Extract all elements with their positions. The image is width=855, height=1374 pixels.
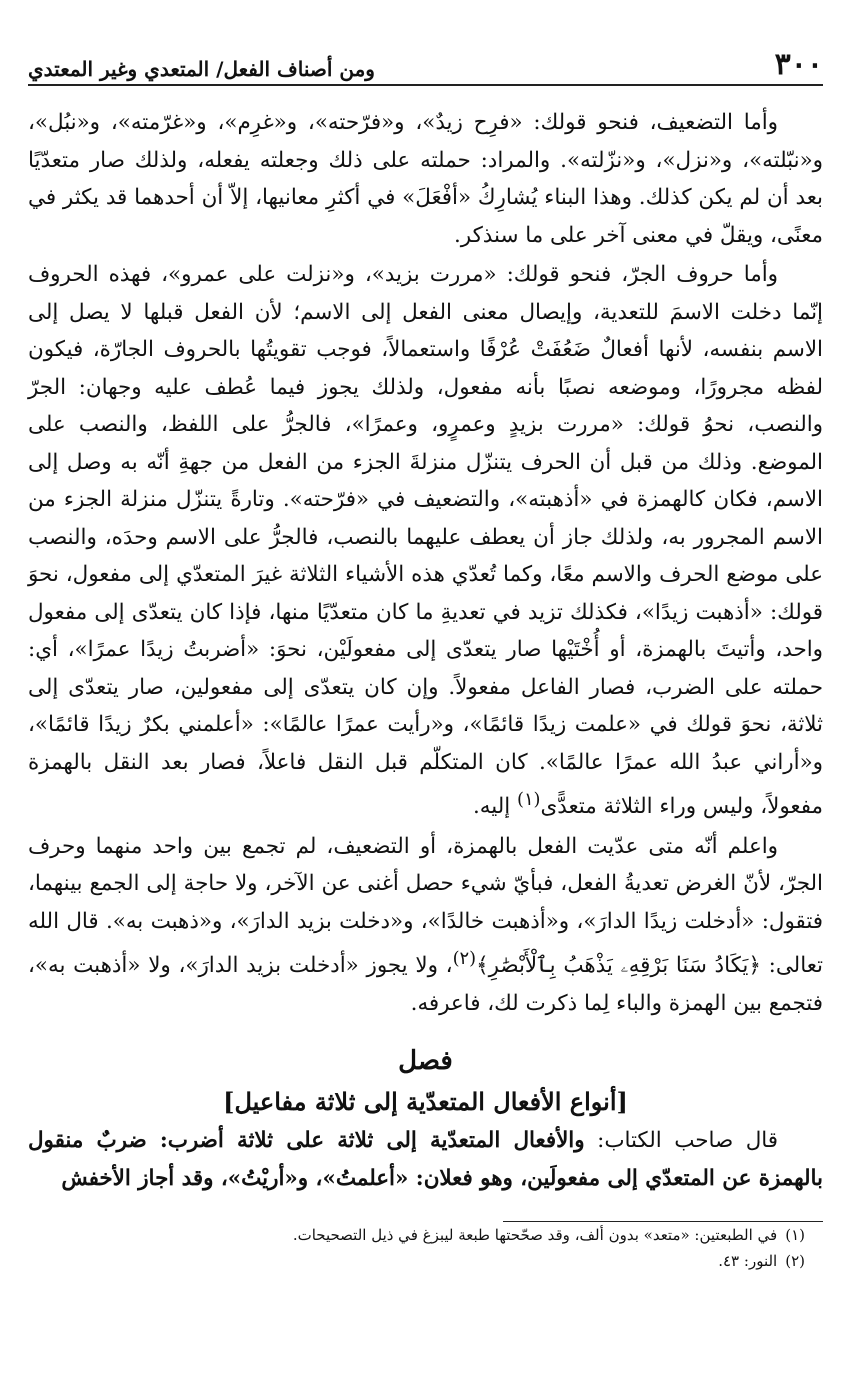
paragraph-jam-text-b: ، ولا يجوز «أدخلت بزيد الدارَ»، ولا «أذهبت به»، فتجمع بين الهمزة والباء لِما ذكرت لك، فاعرفه.: [28, 953, 823, 1016]
matn-intro: قال صاحب الكتاب:: [584, 1128, 779, 1154]
footnote-1-number: (١): [785, 1226, 805, 1245]
page-header: [28, 48, 823, 86]
paragraph-tadif-text: وأما التضعيف، فنحو قولك: «فرِح زيدٌ»، و«فرّحته»، و«غرِم»، و«غرّمته»، و«نبُل»، و«نبّلته»، و«نزل»، و«نزّلته». والمراد: حملته على ذلك وجعلته يفعله، ولذلك صار متعدّيًا بعد أن لم يكن كذلك. وهذا البناء يُشارِكُ «أفْعَلَ» في أكثرِ معانيها، إلاّ أن أحدهما قد يكثر في معنًى، ويقلّ في معنى آخر على ما سنذكر.: [28, 110, 823, 248]
page: [28, 48, 823, 1274]
footnote-2-text: النور: ٤٣.: [718, 1252, 778, 1271]
paragraph-jam: [28, 828, 823, 1023]
paragraph-jam-text-a: واعلم أنّه متى عدّيت الفعل بالهمزة، أو التضعيف، لم تجمع بين واحد منهما وحرف الجرّ، لأنّ الغرض تعديةُ الفعل، فبأيّ شيء حصل أغنى عن الآخر، ولا حاجة إلى الجمع بينهما، فتقول: «أدخلت زيدًا الدارَ»، و«أذهبت خالدًا»، و«دخلت بزيد الدارَ»، و«ذهبت به». قال الله تعالى:: [28, 833, 823, 979]
paragraph-huruf-jarr-end: إليه.: [473, 794, 517, 820]
main-text: [28, 104, 823, 1274]
footnote-1: [28, 1222, 823, 1248]
quran-verse: ﴿يَكَادُ سَنَا بَرْقِهِۦ يَذْهَبُ بِٱلْأَبْصَٰرِ﴾: [476, 953, 761, 979]
paragraph-huruf-jarr-text: وأما حروف الجرّ، فنحو قولك: «مررت بزيد»، و«نزلت على عمرو»، فهذه الحروف إنّما دخلت الاسمَ للتعدية، وإيصال معنى الفعل إلى الاسم؛ لأن الفعل قبلها لا يصل إلى الاسم بنفسه، لأنها أفعالٌ ضَعُفَتْ عُرْفًا واستعمالاً، فوجب تقويتُها بالحروف الجارّة، فيكون لفظه مجرورًا، وموضعه نصبًا بأنه مفعول، ولذلك يجوز فيما عُطف عليه وجهان: الجرّ والنصب، نحوُ قولك: «مررت بزيدٍ وعمرٍو، وعمرًا»، فالجرُّ على اللفظ، والنصب على الموضع. وذلك من قبل أن الحرف يتنزّل منزلةَ الجزء من الفعل من جهةِ أنّه به وصل إلى الاسم، فكان كالهمزة في «أذهبته»، والتضعيف في «فرّحته». وتارةً يتنزّل منزلة الجزء من الاسم المجرور به، ولذلك جاز أن يعطف عليهما بالنصب، فالجرُّ على الاسم وحدَه، والنصب على موضع الحرف والاسم معًا، وكما تُعدّي هذه الأشياء الثلاثة غيرَ المتعدّي إلى مفعول، نحوَ قولك: «أذهبت زيدًا»، فكذلك تزيد في تعديةِ ما كان متعدّيًا منها، فإذا كان يتعدّى إلى مفعول واحد، وأتيتَ بالهمزة، أو أُخْتَيْها صار يتعدّى إلى مفعولَيْن، نحوَ: «أضربتُ زيدًا عمرًا»، أي: حملته على الضرب، فصار الفاعل مفعولاً. وإن كان يتعدّى إلى مفعولين، صار يتعدّى إلى ثلاثة، نحوَ قولك في «علمت زيدًا قائمًا»، و«رأيت عمرًا عالمًا»: «أعلمني بكرٌ زيدًا قائمًا»، و«أراني عبدُ الله عمرًا عالمًا». كان المتكلّم قبل النقل فاعلاً، فصار بعد النقل بالهمزة مفعولاً، وليس وراء الثلاثة متعدًّى: [28, 262, 823, 820]
footnote-ref-2[interactable]: (٢): [452, 948, 477, 970]
section-subtitle: [أنواع الأفعال المتعدّية إلى ثلاثة مفاعيل]: [223, 1087, 628, 1117]
paragraph-tadif: [28, 104, 823, 254]
paragraph-huruf-jarr: [28, 256, 823, 826]
section-title: فصل: [398, 1046, 453, 1077]
matn-bold-text: والأفعال المتعدّية إلى ثلاثة على ثلاثة أضرب: ضربٌ منقول بالهمزة عن المتعدّي إلى مفعولَين، وهو فعلان: «أعلمتُ»، و«أريْتُ»، وقد أجاز الأخفش: [28, 1128, 823, 1191]
footnote-ref-1[interactable]: (١): [516, 789, 541, 810]
footnote-2: [28, 1248, 823, 1274]
footnote-1-text: في الطبعتين: «متعد» بدون ألف، وقد صحّحتها طبعة ليبزغ في ذيل التصحيحات.: [292, 1226, 778, 1245]
paragraph-matn: [28, 1122, 823, 1197]
running-title: ومن أصناف الفعل/ المتعدي وغير المعتدي: [28, 57, 375, 81]
footnote-2-number: (٢): [785, 1252, 805, 1271]
page-number: ٣٠٠: [774, 47, 823, 82]
